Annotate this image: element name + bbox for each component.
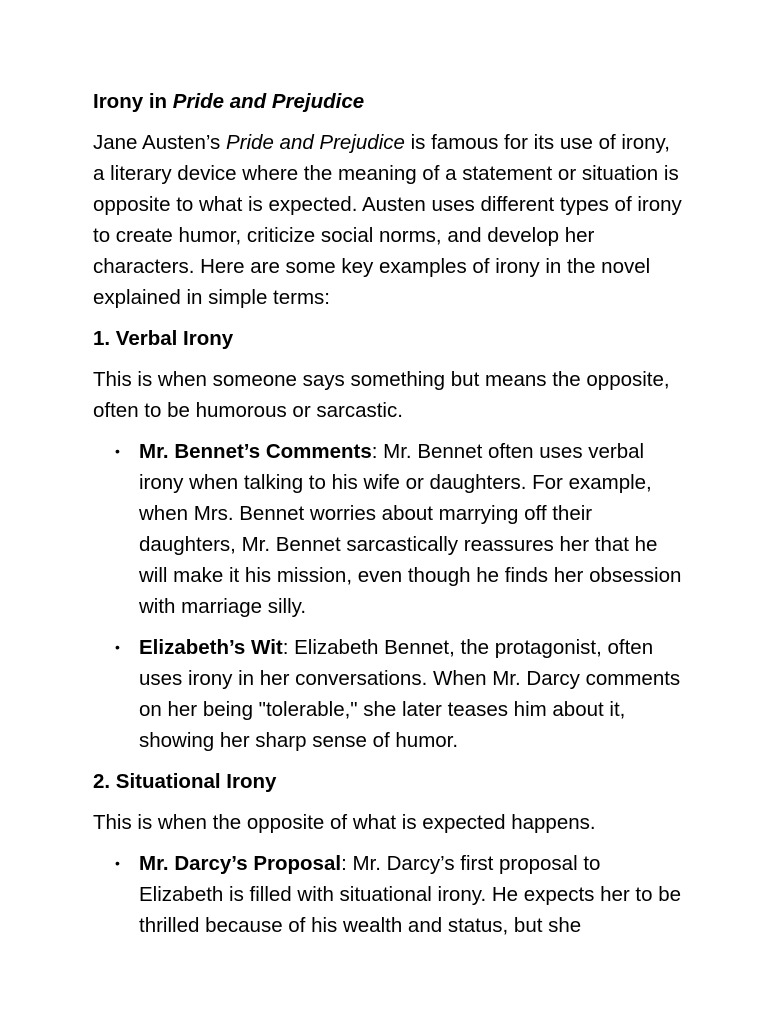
section-heading-situational-irony: 2. Situational Irony <box>93 770 277 793</box>
bullet-text: : Elizabeth Bennet, the protagonist, often uses irony in her conversations. When Mr. Darcy comments on her being "tolerable," she later teases him about it, showing her sharp sense of humor. <box>139 636 681 752</box>
bullet-point-icon: • <box>115 443 120 459</box>
section-heading-verbal-irony: 1. Verbal Irony <box>93 327 234 350</box>
intro-paragraph <box>93 127 683 313</box>
intro-part-2: is famous for its use of irony, a literary device where the meaning of a statement or situation is opposite to what is expected. Austen uses different types of irony to create humor, criticize social norms, and develop her characters. Here are some key examples of irony in the novel explained in simple terms: <box>93 131 682 309</box>
bullet-text: : Mr. Darcy’s first proposal to Elizabeth is filled with situational irony. He expects her to be thrilled because of his wealth and status, but she <box>139 852 682 937</box>
list-item <box>93 848 683 941</box>
bullet-text: : Mr. Bennet often uses verbal irony when talking to his wife or daughters. For example, when Mrs. Bennet worries about marrying off their daughters, Mr. Bennet sarcastically reassures her that he will make it his mission, even though he finds her obsession with marriage silly. <box>139 440 682 618</box>
section-description-verbal-irony: This is when someone says something but means the opposite, often to be humorous or sarcastic. <box>93 368 670 422</box>
bullet-list-situational-irony <box>93 848 683 941</box>
bullet-point-icon: • <box>115 639 120 655</box>
document-title <box>93 86 683 117</box>
title-book-name: Pride and Prejudice <box>172 90 365 113</box>
bullet-label: Mr. Bennet’s Comments <box>139 440 372 463</box>
bullet-point-icon: • <box>115 855 120 871</box>
bullet-label: Elizabeth’s Wit <box>139 636 283 659</box>
section-description-situational-irony: This is when the opposite of what is expected happens. <box>93 811 596 834</box>
title-prefix: Irony in <box>93 90 173 113</box>
bullet-list-verbal-irony <box>93 436 683 756</box>
intro-book-name: Pride and Prejudice <box>225 131 405 154</box>
document-page <box>93 86 683 951</box>
list-item <box>93 632 683 756</box>
bullet-label: Mr. Darcy’s Proposal <box>139 852 342 875</box>
intro-part-1: Jane Austen’s <box>93 131 226 154</box>
list-item <box>93 436 683 622</box>
